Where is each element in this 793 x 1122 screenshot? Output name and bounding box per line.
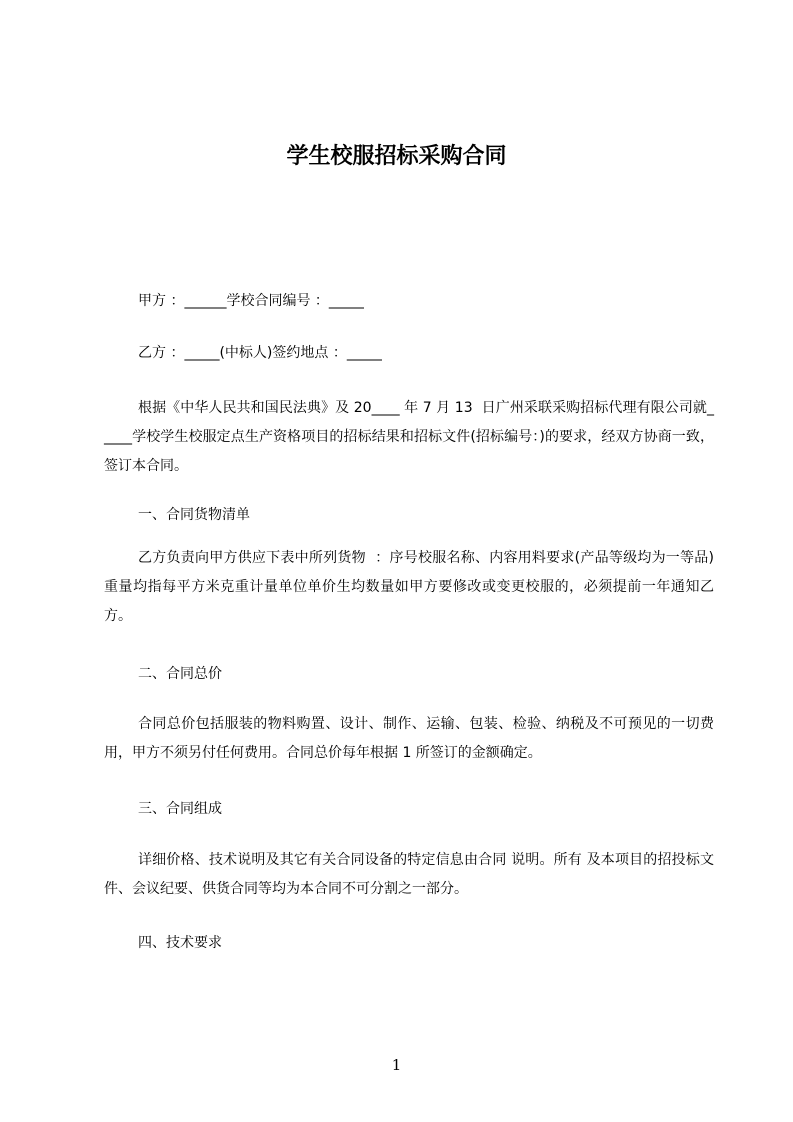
section-heading-technical-requirements: 四、技术要求 [138,935,222,951]
section-heading-total-price: 二、合同总价 [138,666,222,682]
party-b-line: 乙方 ：_____(中标人)签约地点 ：_____ [138,345,382,361]
section-heading-composition: 三、合同组成 [138,801,222,817]
section-body-goods-list: 乙方负责向甲方供应下表中所列货物 ：序号校服名称、内容用料要求(产品等级均为一等品)重量均指每平方米克重计量单位单价生均数量如甲方要修改或变更校服的，必须提前一年通知乙方。 [104,550,714,624]
document-title: 学生校服招标采购合同 [286,144,507,169]
section-body-total-price: 合同总价包括服装的物料购置、设计、制作、运输、包装、检验、纳税及不可预见的一切费用，甲方不须另付任何费用。合同总价每年根据 1 所签订的金额确定。 [104,716,714,761]
party-a-line: 甲方 ：______学校合同编号 ：_____ [138,293,364,309]
intro-paragraph: 根据《中华人民共和国民法典》及 20____ 年 7 月 13 日广州采联采购招标代理有限公司就_____学校学生校服定点生产资格项目的招标结果和招标文件(招标编号：)的要求，经双方协商一致，签订本合同。 [104,400,714,474]
page-number: 1 [391,1056,402,1074]
section-heading-goods-list: 一、合同货物清单 [138,507,250,523]
section-body-composition: 详细价格、技术说明及其它有关合同设备的特定信息由合同 说明。所有 及本项目的招投标文件、会议纪要、供货合同等均为本合同不可分割之一部分。 [104,852,714,897]
